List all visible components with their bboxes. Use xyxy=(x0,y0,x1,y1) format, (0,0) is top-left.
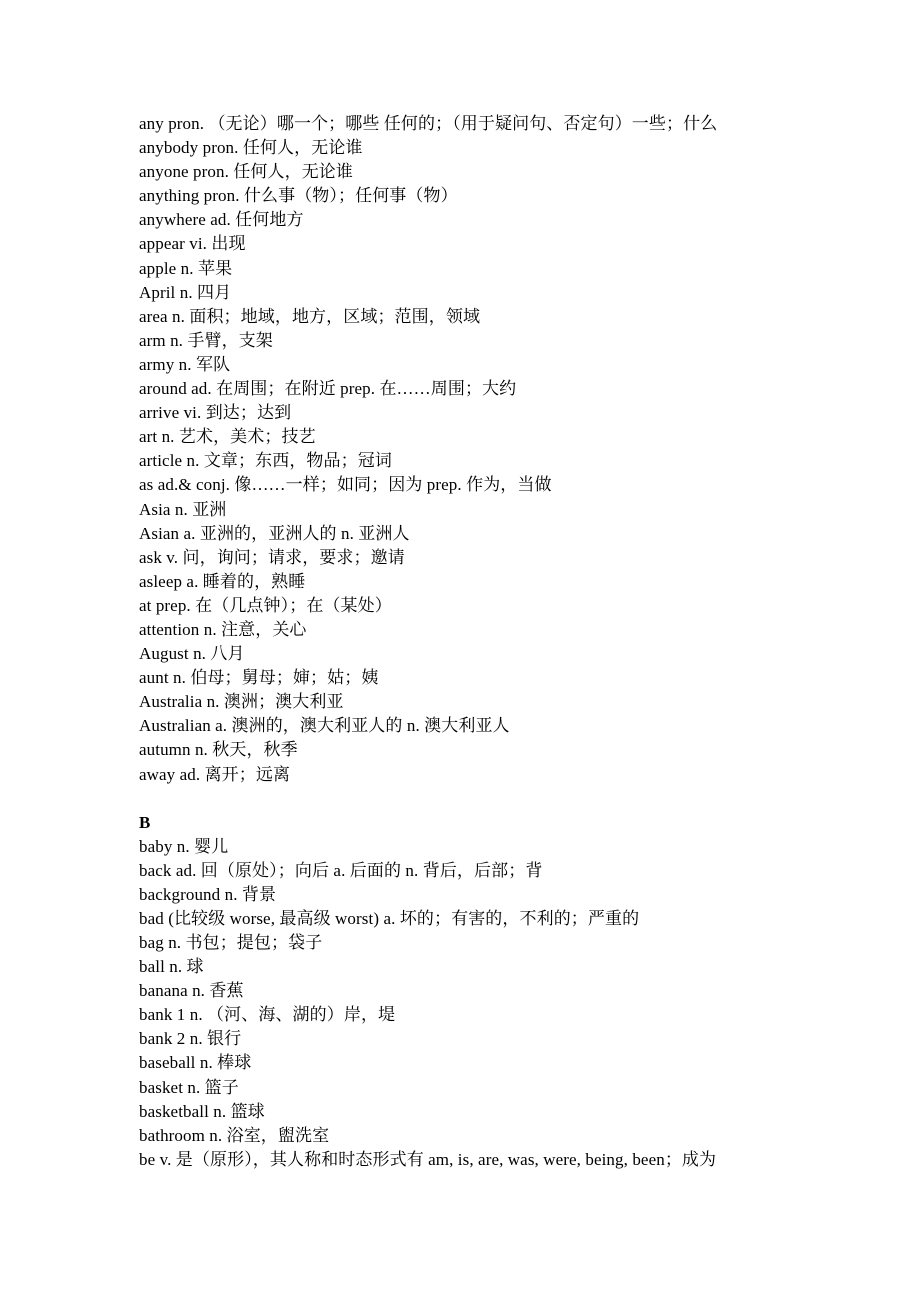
vocab-entry: basket n. 篮子 xyxy=(139,1077,239,1097)
vocab-entry: Asia n. 亚洲 xyxy=(139,499,227,519)
vocab-entry: Asian a. 亚洲的，亚洲人的 n. 亚洲人 xyxy=(139,523,410,543)
vocab-entry: apple n. 苹果 xyxy=(139,258,233,278)
vocab-entry: Australian a. 澳洲的，澳大利亚人的 n. 澳大利亚人 xyxy=(139,716,510,736)
vocab-entry: asleep a. 睡着的，熟睡 xyxy=(139,571,306,591)
vocab-entry: around ad. 在周围；在附近 prep. 在……周围；大约 xyxy=(139,379,517,399)
vocab-entry: anyone pron. 任何人，无论谁 xyxy=(139,162,354,182)
vocab-entry: bag n. 书包；提包；袋子 xyxy=(139,933,323,952)
section-a-entries xyxy=(139,112,799,787)
vocab-entry: be v. 是（原形），其人称和时态形式有 am, is, are, was, were, being, been；成为 xyxy=(139,1149,717,1169)
vocab-entry: area n. 面积；地域，地方，区域；范围，领域 xyxy=(139,306,481,326)
vocab-entry: article n. 文章；东西，物品；冠词 xyxy=(139,451,392,471)
section-b-entries xyxy=(139,835,799,1172)
vocab-entry: bathroom n. 浴室，盥洗室 xyxy=(139,1125,330,1145)
vocab-entry: arrive vi. 到达；达到 xyxy=(139,403,292,423)
vocab-entry: attention n. 注意，关心 xyxy=(139,619,307,639)
vocab-entry: art n. 艺术，美术；技艺 xyxy=(139,427,316,447)
vocab-entry: ask v. 问，询问；请求，要求；邀请 xyxy=(139,547,405,567)
vocab-entry: appear vi. 出现 xyxy=(139,234,246,254)
vocab-entry: basketball n. 篮球 xyxy=(139,1101,265,1121)
section-b-heading: B xyxy=(139,812,151,832)
vocab-entry: April n. 四月 xyxy=(139,282,232,302)
vocab-entry: bank 1 n. （河、海、湖的）岸，堤 xyxy=(139,1005,396,1025)
vocab-entry: aunt n. 伯母；舅母；婶；姑；姨 xyxy=(139,668,379,688)
vocab-entry: away ad. 离开；远离 xyxy=(139,764,291,784)
vocab-entry: background n. 背景 xyxy=(139,884,277,904)
document-page xyxy=(139,112,799,1172)
vocab-entry: as ad.& conj. 像……一样；如同；因为 prep. 作为，当做 xyxy=(139,475,552,495)
vocab-entry: baby n. 婴儿 xyxy=(139,836,229,856)
vocab-entry: any pron. （无论）哪一个；哪些 任何的；（用于疑问句、否定句）一些；什么 xyxy=(139,114,718,133)
vocab-entry: anything pron. 什么事（物）；任何事（物） xyxy=(139,186,458,206)
section-gap xyxy=(139,787,799,811)
vocab-entry: ball n. 球 xyxy=(139,957,204,977)
vocab-entry: arm n. 手臂，支架 xyxy=(139,330,273,350)
vocab-entry: baseball n. 棒球 xyxy=(139,1053,252,1073)
vocab-entry: army n. 军队 xyxy=(139,354,231,374)
vocab-entry: Australia n. 澳洲；澳大利亚 xyxy=(139,692,344,712)
vocab-entry: autumn n. 秋天，秋季 xyxy=(139,740,298,760)
vocab-entry: August n. 八月 xyxy=(139,644,245,664)
vocab-entry: banana n. 香蕉 xyxy=(139,981,244,1001)
vocab-entry: bad (比较级 worse, 最高级 worst) a. 坏的；有害的，不利的；严重的 xyxy=(139,908,640,928)
vocab-entry: back ad. 回（原处）；向后 a. 后面的 n. 背后，后部；背 xyxy=(139,860,543,880)
vocab-entry: bank 2 n. 银行 xyxy=(139,1029,242,1049)
vocab-entry: at prep. 在（几点钟）；在（某处） xyxy=(139,595,392,615)
vocab-entry: anybody pron. 任何人，无论谁 xyxy=(139,138,363,158)
vocab-entry: anywhere ad. 任何地方 xyxy=(139,210,304,230)
